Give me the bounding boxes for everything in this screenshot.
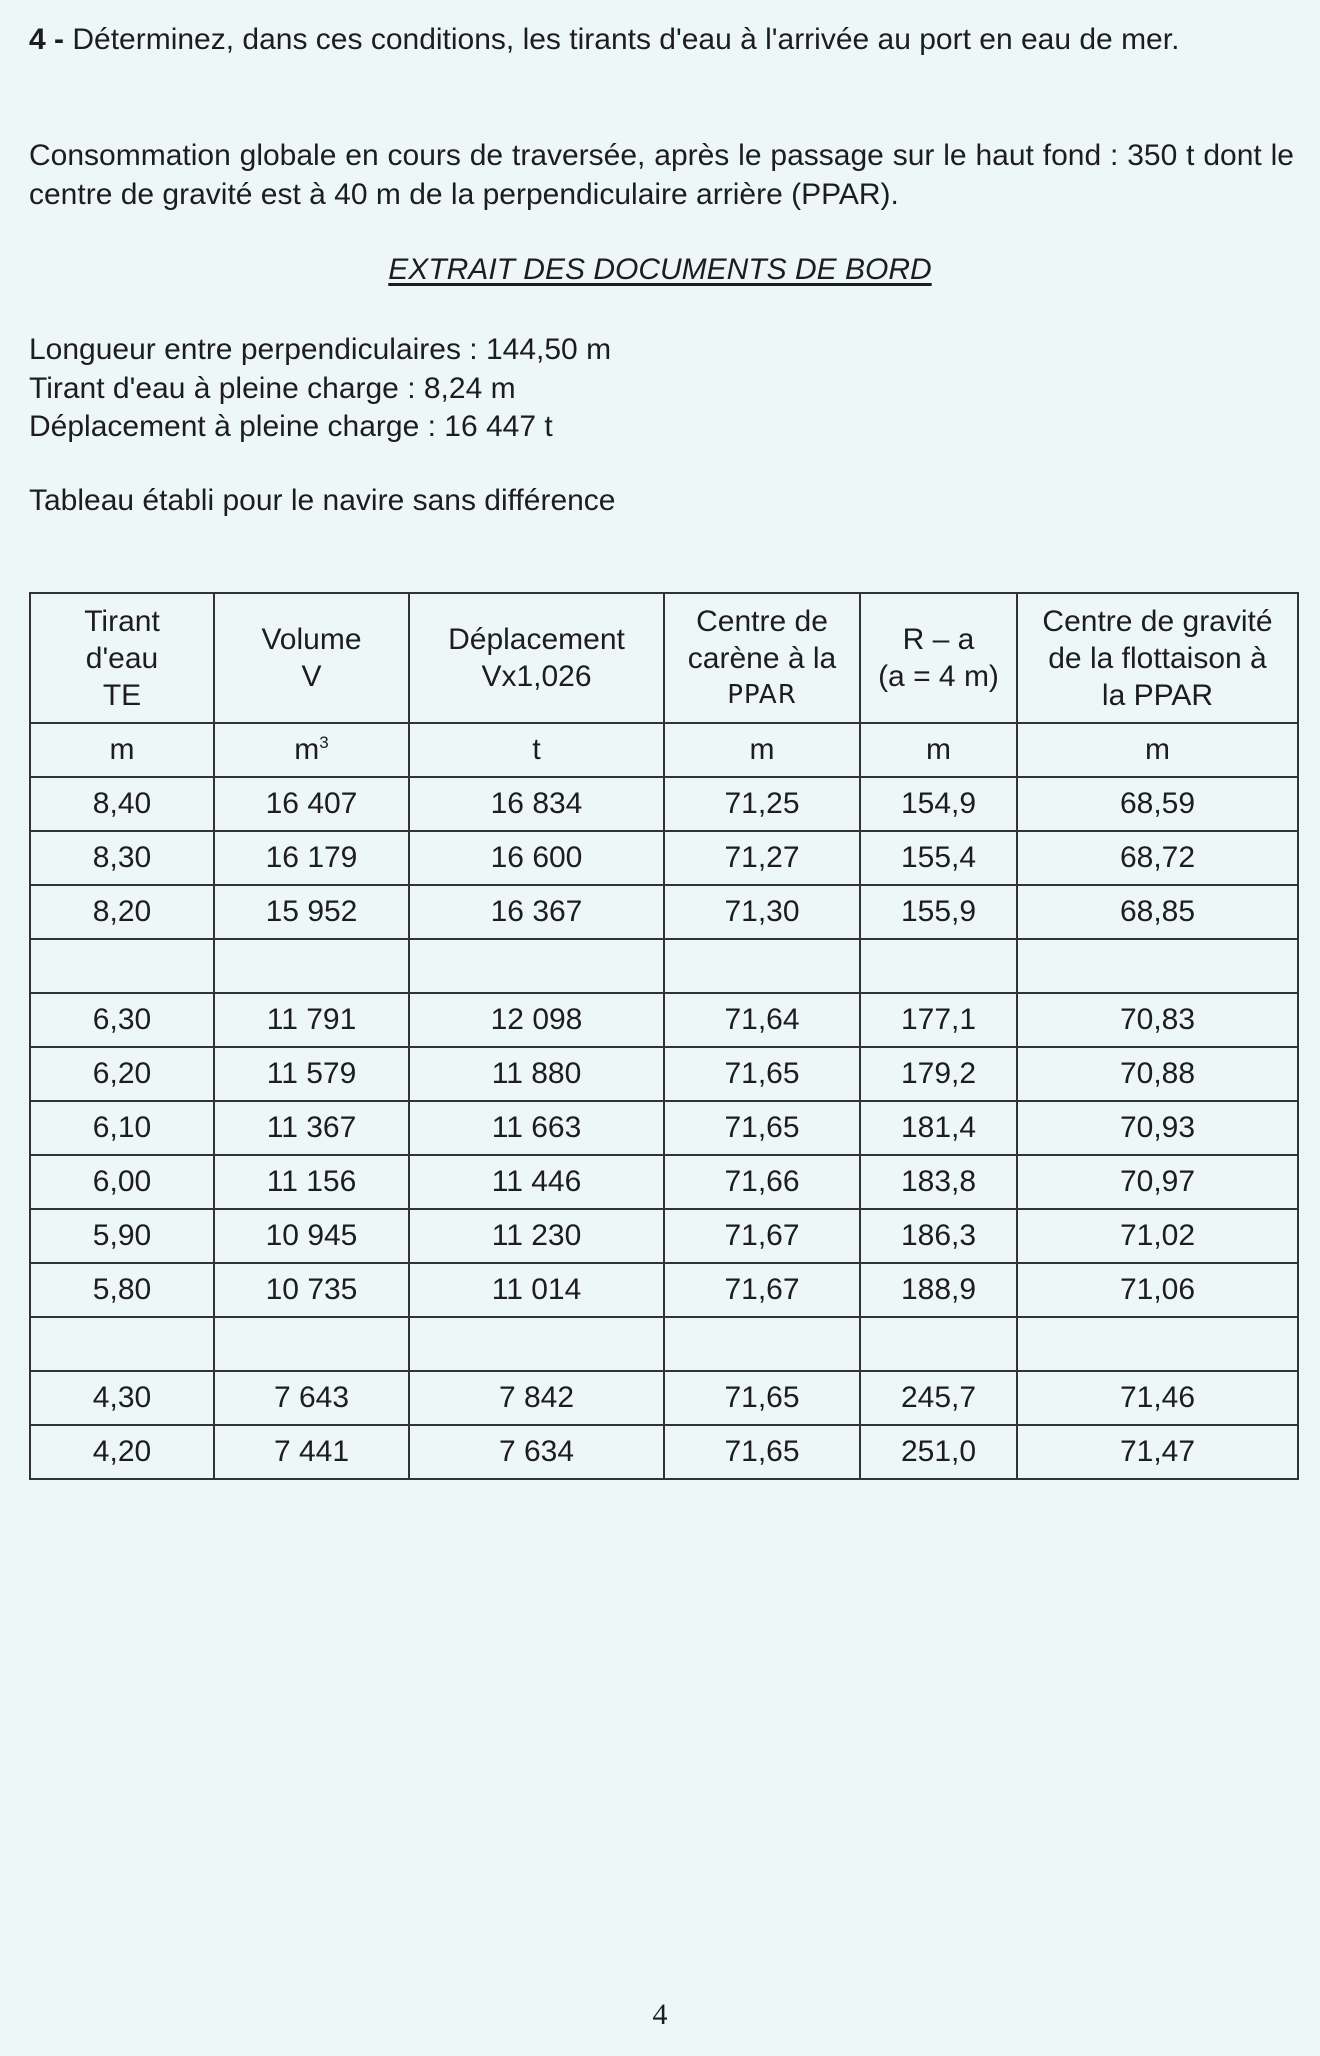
header-draft: Tirant d'eau TE — [30, 593, 214, 723]
table-cell: 155,9 — [860, 885, 1017, 939]
table-cell: 7 441 — [214, 1425, 409, 1479]
table-cell: 70,88 — [1017, 1047, 1298, 1101]
table-cell: 16 600 — [409, 831, 664, 885]
table-cell: 16 179 — [214, 831, 409, 885]
table-cell: 71,65 — [664, 1047, 860, 1101]
table-cell: 8,40 — [30, 777, 214, 831]
table-cell — [409, 1317, 664, 1371]
table-row — [30, 1047, 1298, 1101]
table-cell: 16 407 — [214, 777, 409, 831]
table-row — [30, 1101, 1298, 1155]
table-cell: 11 579 — [214, 1047, 409, 1101]
table-cell — [1017, 1317, 1298, 1371]
table-cell — [30, 1317, 214, 1371]
table-cell: 7 634 — [409, 1425, 664, 1479]
spec-length: Longueur entre perpendiculaires : 144,50 m — [29, 333, 612, 366]
table-cell — [214, 939, 409, 993]
table-cell: 71,66 — [664, 1155, 860, 1209]
table-cell: 4,20 — [30, 1425, 214, 1479]
table-cell: 6,30 — [30, 993, 214, 1047]
table-cell: 251,0 — [860, 1425, 1017, 1479]
ship-specs — [29, 330, 1294, 446]
header-displacement: Déplacement Vx1,026 — [409, 593, 664, 723]
hydrostatic-table — [29, 592, 1299, 1480]
table-cell: 6,00 — [30, 1155, 214, 1209]
consumption-paragraph: Consommation globale en cours de traversée, après le passage sur le haut fond : 350 t dont le centre de gravité est à 40 m de la perpendiculaire arrière (PPAR). — [29, 139, 1294, 211]
table-cell — [30, 939, 214, 993]
table-cell — [860, 1317, 1017, 1371]
table-row — [30, 1263, 1298, 1317]
table-cell: 11 791 — [214, 993, 409, 1047]
header-flotation-center: Centre de gravité de la flottaison à la PPAR — [1017, 593, 1298, 723]
units-row — [30, 723, 1298, 777]
table-cell: 4,30 — [30, 1371, 214, 1425]
table-cell: 245,7 — [860, 1371, 1017, 1425]
table-cell: 11 014 — [409, 1263, 664, 1317]
table-cell: 8,30 — [30, 831, 214, 885]
table-row-empty — [30, 1317, 1298, 1371]
table-cell: 71,30 — [664, 885, 860, 939]
table-cell: 6,20 — [30, 1047, 214, 1101]
table-cell: 183,8 — [860, 1155, 1017, 1209]
table-cell: 181,4 — [860, 1101, 1017, 1155]
table-cell: 11 367 — [214, 1101, 409, 1155]
table-cell: 70,93 — [1017, 1101, 1298, 1155]
table-cell: 6,10 — [30, 1101, 214, 1155]
table-cell: 70,97 — [1017, 1155, 1298, 1209]
table-cell — [664, 1317, 860, 1371]
table-cell: 188,9 — [860, 1263, 1017, 1317]
table-cell: 11 230 — [409, 1209, 664, 1263]
table-cell: 7 842 — [409, 1371, 664, 1425]
unit-cell: $m^3$ — [214, 723, 409, 777]
unit-cell: m — [664, 723, 860, 777]
table-row — [30, 885, 1298, 939]
table-row — [30, 1209, 1298, 1263]
table-cell: 8,20 — [30, 885, 214, 939]
table-cell: 68,72 — [1017, 831, 1298, 885]
page-number: 4 — [652, 1998, 668, 2031]
table-cell: 71,64 — [664, 993, 860, 1047]
table-cell: 68,59 — [1017, 777, 1298, 831]
unit-cell: m — [860, 723, 1017, 777]
handwritten-ppar: PPAR — [727, 679, 797, 710]
table-cell: 186,3 — [860, 1209, 1017, 1263]
table-cell — [664, 939, 860, 993]
table-cell: 11 156 — [214, 1155, 409, 1209]
table-cell: 11 880 — [409, 1047, 664, 1101]
table-cell: 10 735 — [214, 1263, 409, 1317]
question-4 — [29, 20, 1294, 59]
table-cell: 10 945 — [214, 1209, 409, 1263]
extract-title: EXTRAIT DES DOCUMENTS DE BORD — [388, 253, 932, 286]
table-cell: 177,1 — [860, 993, 1017, 1047]
table-cell: 7 643 — [214, 1371, 409, 1425]
header-r-minus-a: R – a (a = 4 m) — [860, 593, 1017, 723]
header-buoyancy-center: Centre de carène à la PPAR — [664, 593, 860, 723]
table-cell: 71,65 — [664, 1425, 860, 1479]
table-cell: 71,02 — [1017, 1209, 1298, 1263]
table-cell: 71,46 — [1017, 1371, 1298, 1425]
unit-cell: m — [1017, 723, 1298, 777]
table-cell: 68,85 — [1017, 885, 1298, 939]
question-text: Déterminez, dans ces conditions, les tirants d'eau à l'arrivée au port en eau de mer. — [72, 23, 1180, 56]
table-cell — [214, 1317, 409, 1371]
table-caption: Tableau établi pour le navire sans différence — [29, 484, 616, 517]
table-cell: 71,27 — [664, 831, 860, 885]
table-cell: 5,80 — [30, 1263, 214, 1317]
table-cell: 71,47 — [1017, 1425, 1298, 1479]
table-cell — [409, 939, 664, 993]
table-row — [30, 1371, 1298, 1425]
table-row — [30, 993, 1298, 1047]
header-volume: Volume V — [214, 593, 409, 723]
table-cell: 11 446 — [409, 1155, 664, 1209]
table-cell: 155,4 — [860, 831, 1017, 885]
table-cell: 16 367 — [409, 885, 664, 939]
table-cell: 70,83 — [1017, 993, 1298, 1047]
table-row — [30, 1155, 1298, 1209]
table-cell: 5,90 — [30, 1209, 214, 1263]
table-cell: 11 663 — [409, 1101, 664, 1155]
table-cell: 15 952 — [214, 885, 409, 939]
table-cell: 71,25 — [664, 777, 860, 831]
table-cell: 71,65 — [664, 1371, 860, 1425]
table-cell: 71,67 — [664, 1209, 860, 1263]
table-cell: 179,2 — [860, 1047, 1017, 1101]
unit-cell: m — [30, 723, 214, 777]
table-cell — [1017, 939, 1298, 993]
table-cell: 71,06 — [1017, 1263, 1298, 1317]
table-row-empty — [30, 939, 1298, 993]
table-cell: 71,65 — [664, 1101, 860, 1155]
table-cell: 16 834 — [409, 777, 664, 831]
table-row — [30, 777, 1298, 831]
spec-draft: Tirant d'eau à pleine charge : 8,24 m — [29, 371, 516, 405]
unit-cell: t — [409, 723, 664, 777]
table-cell: 154,9 — [860, 777, 1017, 831]
table-row — [30, 831, 1298, 885]
table-cell: 12 098 — [409, 993, 664, 1047]
question-number: 4 - — [29, 23, 65, 56]
table-cell — [860, 939, 1017, 993]
table-row — [30, 1425, 1298, 1479]
spec-displacement: Déplacement à pleine charge : 16 447 t — [29, 410, 553, 443]
table-cell: 71,67 — [664, 1263, 860, 1317]
table-header-row — [30, 593, 1298, 723]
